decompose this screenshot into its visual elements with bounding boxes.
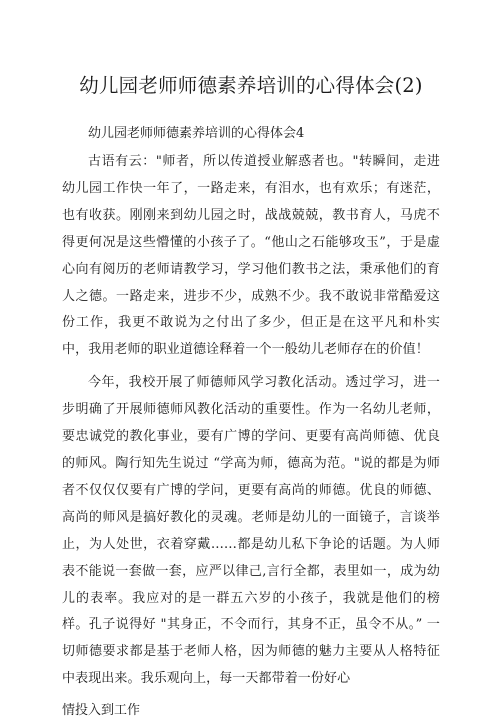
paragraph-1: 古语有云："师者，所以传道授业解惑者也。"转瞬间，走进幼儿园工作快一年了，一路走来，有泪水，也有欢乐；有迷茫，也有收获。刚刚来到幼儿园之时，战战兢兢，教书育人，马虎不得更何况是这些懵懂的小孩子了。“他山之石能够攻玉”，于是虚心向有阅历的老师请教学习，学习他们教书之法，秉承他们的育人之德。一路走来，进步不少，成熟不少。我不敢说非常酷爱这份工作，我更不敢说为之付出了多少，但正是在这平凡和朴实中，我用老师的职业道德诠释着一个一般幼儿老师存在的价值！ [62,154,440,358]
paragraph-tail: 情投入到工作 [62,703,141,719]
paragraph-2: 今年，我校开展了师德师风学习教化活动。透过学习，进一步明确了开展师德师风教化活动的重要性。作为一名幼儿老师，要忠诚党的教化事业，要有广博的学问、更要有高尚师德、优良的师风。陶行知先生说过 “学高为师，德高为范。"说的都是为师者不仅仅仅要有广博的学问，更要有高尚的师德。优良的师德、高尚的师风是搞好教化的灵魂。老师是幼儿的一面镜子，言谈举止，为人处世，衣着穿戴……都是幼儿私下争论的话题。为人师表不能说一套做一套，应严以律己,言行全都，表里如一，成为幼儿的表率。我应对的是一群五六岁的小孩子，我就是他们的榜样。孔子说得好 "其身正，不令而行，其身不正，虽令不从。” 一切师德要求都是基于老师人格，因为师德的魅力主要从人格特征中表现出来。我乐观向上，每一天都带着一份好心 [62,375,440,687]
document-title: 幼儿园老师师德素养培训的心得体会(2) [79,74,423,97]
document-subtitle: 幼儿园老师师德素养培训的心得体会4 [88,126,305,141]
